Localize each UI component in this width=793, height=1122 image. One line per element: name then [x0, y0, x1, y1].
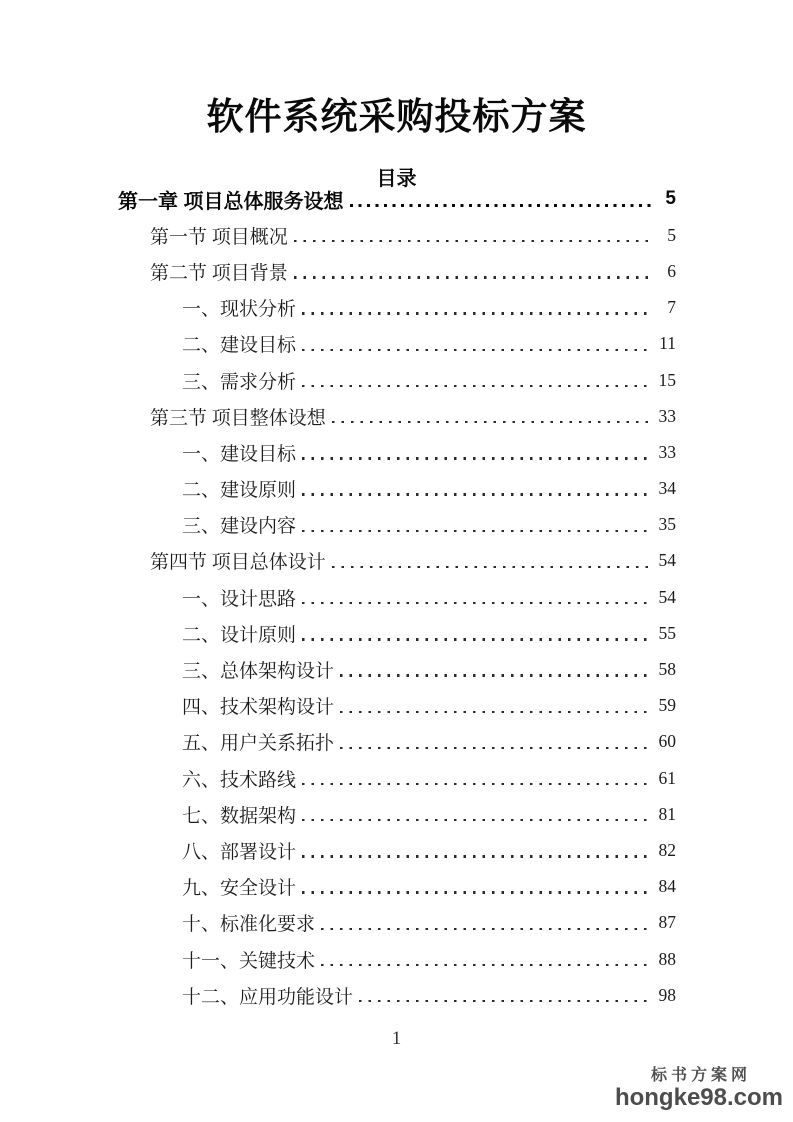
toc-entry-page: 54: [658, 550, 676, 571]
toc-entry-label: 十一、关键技术: [182, 950, 316, 972]
toc-entry-label: 一、现状分析: [182, 299, 297, 321]
toc-entry-page: 82: [658, 839, 676, 860]
toc-entry-label: 第一章 项目总体服务设想: [118, 190, 344, 213]
toc-dot-leader: [302, 349, 651, 351]
toc-dot-leader: [302, 783, 651, 785]
toc-dot-leader: [302, 819, 651, 821]
toc-dot-leader: [294, 276, 651, 278]
toc-entry-label: 三、需求分析: [182, 371, 297, 393]
toc-entry[interactable]: [118, 543, 676, 579]
toc-entry-page: 87: [658, 912, 676, 933]
toc-entry[interactable]: [118, 398, 676, 434]
toc-entry-page: 58: [658, 659, 676, 680]
toc-heading: 目录: [376, 168, 417, 190]
toc-dot-leader: [302, 602, 651, 604]
toc-entry-label: 三、总体架构设计: [182, 661, 335, 683]
toc-dot-leader: [302, 530, 651, 532]
toc-entry-page: 81: [658, 803, 676, 824]
toc-entry-label: 二、设计原则: [182, 624, 297, 646]
toc-entry-label: 第一节 项目概况: [150, 226, 288, 248]
toc-entry-label: 一、设计思路: [182, 588, 297, 610]
toc-dot-leader: [302, 855, 651, 857]
toc-entry[interactable]: [118, 579, 676, 615]
toc-entry-label: 六、技术路线: [182, 769, 297, 791]
toc-dot-leader: [302, 891, 651, 893]
watermark-site-url: hongke98.com: [614, 1083, 783, 1111]
toc-entry[interactable]: [118, 796, 676, 832]
toc-entry[interactable]: [118, 217, 676, 253]
toc-dot-leader: [321, 928, 651, 930]
toc-entry-page: 98: [658, 984, 676, 1005]
page-number: 1: [391, 1028, 402, 1049]
toc-entry-page: 59: [658, 695, 676, 716]
toc-entry[interactable]: [118, 941, 676, 977]
toc-entry-label: 十二、应用功能设计: [182, 986, 354, 1008]
toc-dot-leader: [332, 421, 651, 423]
toc-entry-page: 88: [658, 948, 676, 969]
toc-dot-leader: [340, 711, 651, 713]
toc-entry-page: 33: [658, 405, 676, 426]
toc-entry-page: 54: [658, 586, 676, 607]
toc-entry-label: 第三节 项目整体设想: [150, 407, 326, 429]
toc-entry[interactable]: [118, 977, 676, 1013]
toc-dot-leader: [302, 457, 651, 459]
toc-dot-leader: [350, 204, 651, 207]
document-title: 软件系统采购投标方案: [206, 96, 587, 137]
toc-entry-label: 五、用户关系拓扑: [182, 733, 335, 755]
toc-entry-label: 七、数据架构: [182, 805, 297, 827]
toc-entry-page: 11: [659, 333, 676, 354]
toc-dot-leader: [321, 964, 651, 966]
toc-entry-page: 35: [658, 514, 676, 535]
toc-dot-leader: [302, 638, 651, 640]
toc-dot-leader: [340, 747, 651, 749]
toc-dot-leader: [294, 240, 651, 242]
toc-entry-page: 6: [667, 260, 676, 281]
toc-entry-label: 第二节 项目背景: [150, 262, 288, 284]
toc-entry-label: 十、标准化要求: [182, 914, 316, 936]
toc-dot-leader: [302, 493, 651, 495]
toc-entry[interactable]: [118, 253, 676, 289]
toc-entry[interactable]: [118, 724, 676, 760]
toc-entry[interactable]: [118, 832, 676, 868]
toc-entry[interactable]: [118, 615, 676, 651]
toc-entry[interactable]: [118, 434, 676, 470]
toc-entry[interactable]: [118, 688, 676, 724]
toc-entry-label: 一、建设目标: [182, 443, 297, 465]
site-watermark: [615, 1068, 783, 1110]
toc-entry-page: 61: [658, 767, 676, 788]
toc-entry[interactable]: [118, 326, 676, 362]
toc-entry-label: 三、建设内容: [182, 516, 297, 538]
toc-dot-leader: [340, 674, 651, 676]
toc-entry-label: 二、建设原则: [182, 480, 297, 502]
toc-entry-label: 二、建设目标: [182, 335, 297, 357]
toc-entry-page: 15: [658, 369, 676, 390]
toc-entry[interactable]: [118, 651, 676, 687]
table-of-contents: [118, 181, 676, 1013]
toc-entry-label: 九、安全设计: [182, 878, 297, 900]
toc-entry-page: 33: [658, 441, 676, 462]
watermark-site-name: 标书方案网: [650, 1067, 751, 1085]
toc-entry[interactable]: [118, 362, 676, 398]
toc-entry-label: 四、技术架构设计: [182, 697, 335, 719]
toc-entry[interactable]: [118, 507, 676, 543]
toc-dot-leader: [302, 312, 651, 314]
toc-entry-page: 7: [667, 297, 676, 318]
toc-entry-label: 第四节 项目总体设计: [150, 552, 326, 574]
toc-entry-label: 八、部署设计: [182, 841, 297, 863]
toc-entry-page: 34: [658, 478, 676, 499]
toc-entry[interactable]: [118, 905, 676, 941]
toc-entry-page: 5: [667, 224, 676, 245]
toc-entry[interactable]: [118, 290, 676, 326]
toc-entry-page: 60: [658, 731, 676, 752]
toc-dot-leader: [302, 385, 651, 387]
toc-entry[interactable]: [118, 471, 676, 507]
toc-entry-page: 55: [658, 622, 676, 643]
toc-entry[interactable]: [118, 869, 676, 905]
toc-entry[interactable]: [118, 181, 676, 217]
toc-entry[interactable]: [118, 760, 676, 796]
toc-dot-leader: [332, 566, 651, 568]
toc-entry-page: 84: [658, 876, 676, 897]
toc-entry-page: 5: [665, 188, 676, 210]
toc-dot-leader: [359, 1000, 651, 1002]
